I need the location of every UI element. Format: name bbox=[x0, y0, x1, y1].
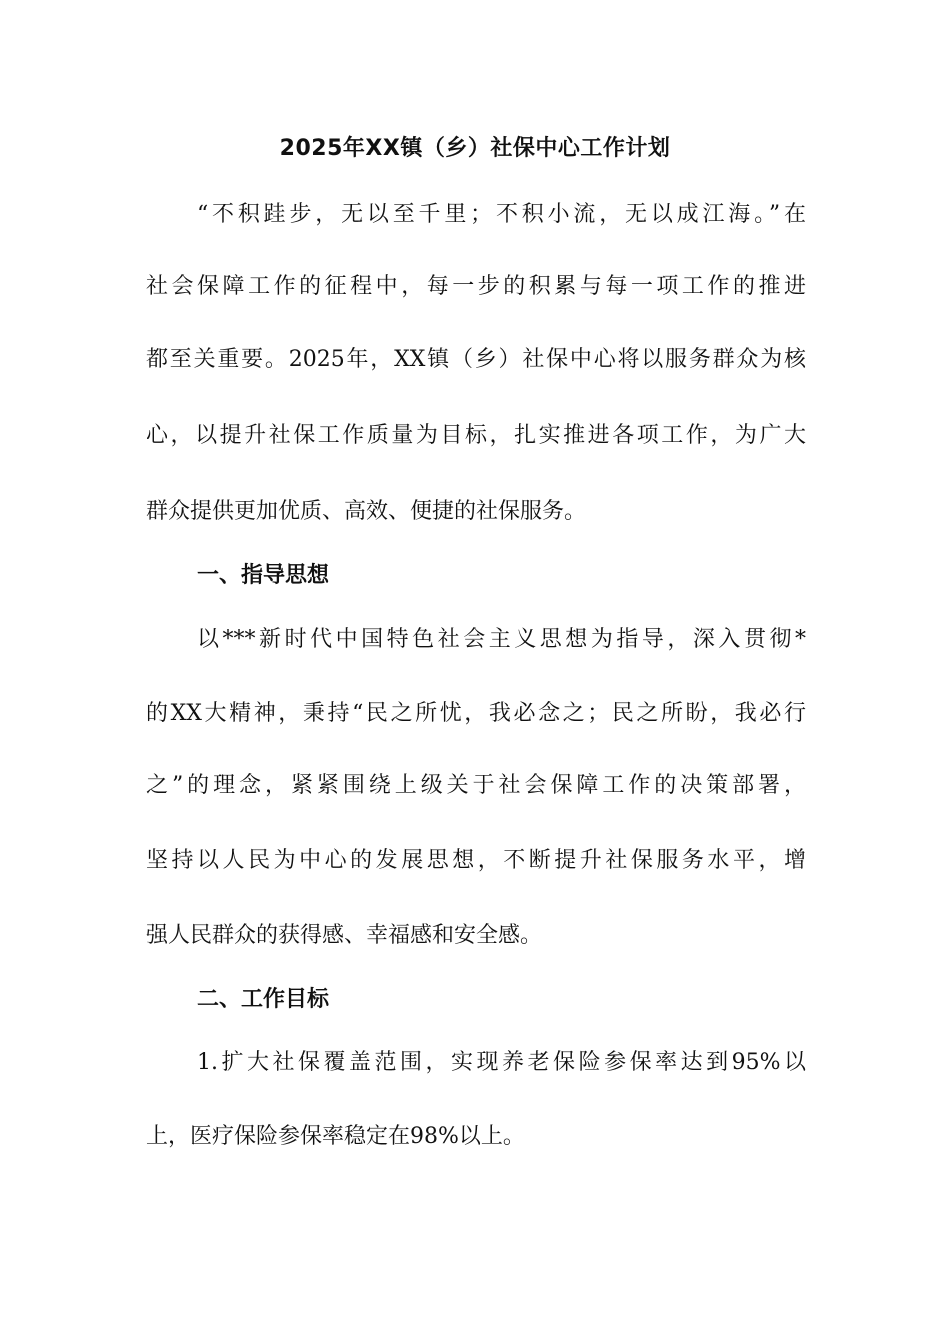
section1-line-4: 坚持以人民为中心的发展思想，不断提升社保服务水平，增 bbox=[146, 848, 806, 873]
intro-line-1: “不积跬步，无以至千里；不积小流，无以成江海。”在 bbox=[197, 202, 806, 227]
intro-line-3: 都至关重要。2025年，XX镇（乡）社保中心将以服务群众为核 bbox=[146, 347, 806, 372]
section2-line-2: 上，医疗保险参保率稳定在98%以上。 bbox=[146, 1124, 525, 1149]
section2-line-1: 1.扩大社保覆盖范围，实现养老保险参保率达到95%以 bbox=[197, 1050, 806, 1075]
section-heading-guiding-ideology: 一、指导思想 bbox=[197, 563, 330, 588]
section1-line-1: 以***新时代中国特色社会主义思想为指导，深入贯彻* bbox=[197, 627, 806, 652]
section1-line-5: 强人民群众的获得感、幸福感和安全感。 bbox=[146, 923, 543, 948]
section1-line-3: 之”的理念，紧紧围绕上级关于社会保障工作的决策部署， bbox=[146, 773, 806, 798]
document-title: 2025年XX镇（乡）社保中心工作计划 bbox=[279, 136, 671, 161]
intro-line-4: 心，以提升社保工作质量为目标，扎实推进各项工作，为广大 bbox=[146, 423, 806, 448]
intro-line-2: 社会保障工作的征程中，每一步的积累与每一项工作的推进 bbox=[146, 274, 806, 299]
section-heading-work-goals: 二、工作目标 bbox=[197, 987, 330, 1012]
section1-line-2: 的XX大精神，秉持“民之所忧，我必念之；民之所盼，我必行 bbox=[146, 701, 806, 726]
intro-line-5: 群众提供更加优质、高效、便捷的社保服务。 bbox=[146, 499, 587, 524]
